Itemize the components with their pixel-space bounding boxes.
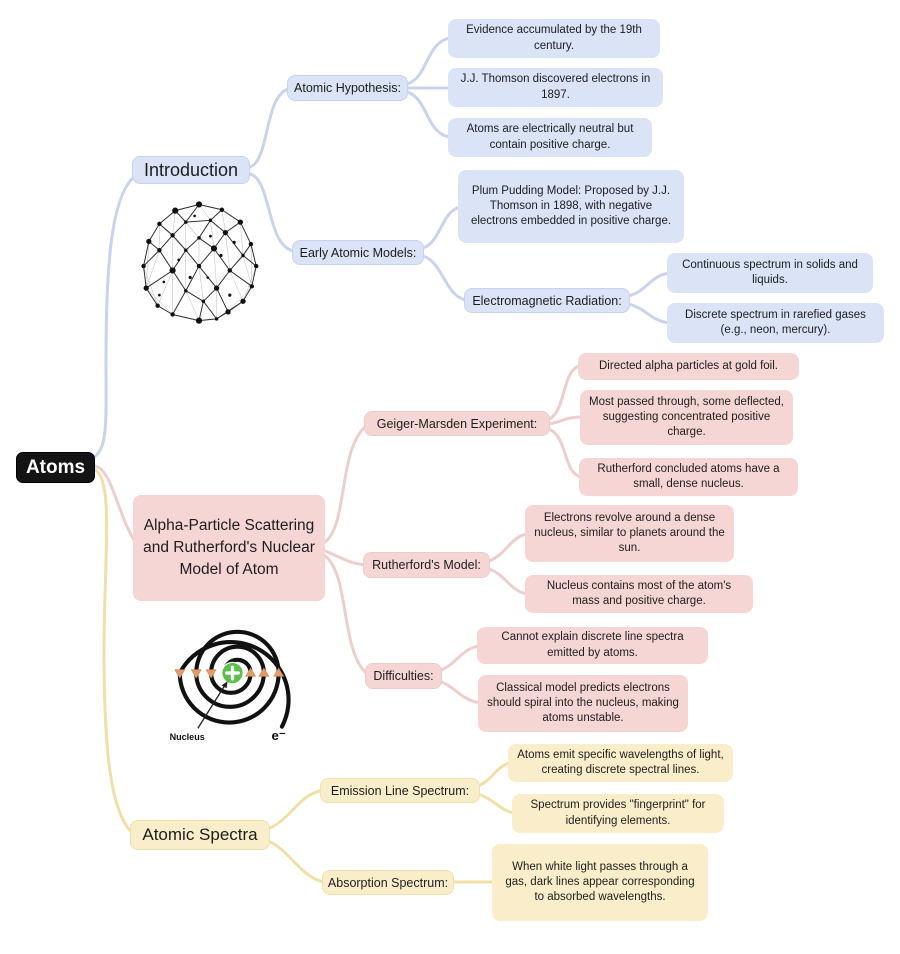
topic-label: Emission Line Spectrum: bbox=[330, 783, 470, 798]
leaf-spiral-into-nucleus[interactable] bbox=[478, 675, 688, 732]
leaf-text: J.J. Thomson discovered electrons in 1897. bbox=[460, 73, 651, 101]
leaf-text: Nucleus contains most of the atom's mass and positive charge. bbox=[546, 579, 732, 607]
branch-label: Introduction bbox=[143, 159, 239, 180]
branch-node-introduction[interactable] bbox=[132, 156, 250, 184]
topic-label: Rutherford's Model: bbox=[372, 558, 481, 572]
leaf-cannot-explain-spectra[interactable] bbox=[477, 627, 708, 664]
network-sphere-image bbox=[133, 192, 265, 334]
root-node-atoms[interactable] bbox=[16, 452, 95, 483]
leaf-most-passed-through[interactable] bbox=[580, 390, 793, 445]
leaf-gold-foil[interactable] bbox=[578, 353, 799, 380]
atom-spiral-figure bbox=[150, 603, 315, 753]
leaf-text: Plum Pudding Model: Proposed by J.J. Thomson in 1898, with negative electrons embedded in positive charge. bbox=[470, 184, 672, 228]
leaf-evidence-19th-century[interactable] bbox=[448, 19, 660, 58]
leaf-text: Electrons revolve around a dense nucleus, similar to planets around the sun. bbox=[534, 511, 725, 555]
branch-node-atomic-spectra[interactable] bbox=[130, 820, 270, 850]
leaf-discrete-spectral-lines[interactable] bbox=[508, 744, 733, 782]
leaf-text: Rutherford concluded atoms have a small, dense nucleus. bbox=[597, 462, 780, 490]
root-label: Atoms bbox=[25, 456, 86, 478]
topic-node-rutherfords-model[interactable] bbox=[363, 552, 490, 578]
branch-node-alpha-particle[interactable] bbox=[133, 495, 325, 601]
leaf-text: Continuous spectrum in solids and liquids. bbox=[682, 258, 858, 286]
topic-label: Geiger-Marsden Experiment: bbox=[376, 416, 538, 431]
electron-label: e⁻ bbox=[271, 727, 286, 743]
nucleus-icon bbox=[222, 662, 243, 683]
leaf-text: Most passed through, some deflected, suggesting concentrated positive charge. bbox=[589, 395, 784, 439]
leaf-nucleus-mass-charge[interactable] bbox=[525, 575, 753, 613]
leaf-text: When white light passes through a gas, dark lines appear corresponding to absorbed wavelengths. bbox=[505, 860, 695, 904]
leaf-continuous-spectrum[interactable] bbox=[667, 253, 873, 293]
topic-node-geiger-marsden[interactable] bbox=[364, 411, 550, 436]
topic-label: Difficulties: bbox=[373, 669, 434, 683]
nucleus-label: Nucleus bbox=[169, 731, 205, 742]
leaf-text: Classical model predicts electrons should spiral into the nucleus, making atoms unstable. bbox=[487, 681, 679, 725]
topic-label: Electromagnetic Radiation: bbox=[472, 293, 622, 308]
topic-node-early-atomic-models[interactable] bbox=[292, 240, 424, 265]
leaf-plum-pudding-model[interactable] bbox=[458, 170, 684, 243]
leaf-text: Directed alpha particles at gold foil. bbox=[599, 359, 778, 372]
leaf-white-light-dark-lines[interactable] bbox=[492, 844, 708, 921]
topic-label: Atomic Hypothesis: bbox=[294, 81, 401, 95]
leaf-text: Spectrum provides "fingerprint" for identifying elements. bbox=[530, 799, 706, 827]
leaf-small-dense-nucleus[interactable] bbox=[579, 458, 798, 496]
leaf-discrete-spectrum[interactable] bbox=[667, 303, 884, 343]
leaf-text: Atoms emit specific wavelengths of light, creating discrete spectral lines. bbox=[517, 748, 724, 776]
leaf-text: Evidence accumulated by the 19th century. bbox=[466, 24, 642, 52]
topic-node-emission-line-spectrum[interactable] bbox=[320, 778, 480, 803]
topic-label: Early Atomic Models: bbox=[299, 245, 417, 260]
topic-label: Absorption Spectrum: bbox=[327, 875, 449, 890]
branch-label: Atomic Spectra bbox=[142, 825, 258, 844]
topic-node-absorption-spectrum[interactable] bbox=[322, 870, 454, 895]
leaf-electrons-revolve[interactable] bbox=[525, 505, 734, 562]
leaf-spectrum-fingerprint[interactable] bbox=[512, 794, 724, 833]
subtopic-node-electromagnetic-radiation[interactable] bbox=[464, 288, 630, 313]
leaf-electrically-neutral[interactable] bbox=[448, 118, 652, 157]
topic-node-difficulties[interactable] bbox=[365, 663, 442, 689]
leaf-text: Atoms are electrically neutral but contain positive charge. bbox=[466, 123, 634, 151]
branch-label: Alpha-Particle Scattering and Rutherford's Nuclear Model of Atom bbox=[143, 517, 315, 578]
leaf-thomson-electrons[interactable] bbox=[448, 68, 663, 107]
leaf-text: Discrete spectrum in rarefied gases (e.g., neon, mercury). bbox=[685, 308, 866, 336]
topic-node-atomic-hypothesis[interactable] bbox=[287, 75, 408, 101]
leaf-text: Cannot explain discrete line spectra emitted by atoms. bbox=[501, 631, 684, 659]
